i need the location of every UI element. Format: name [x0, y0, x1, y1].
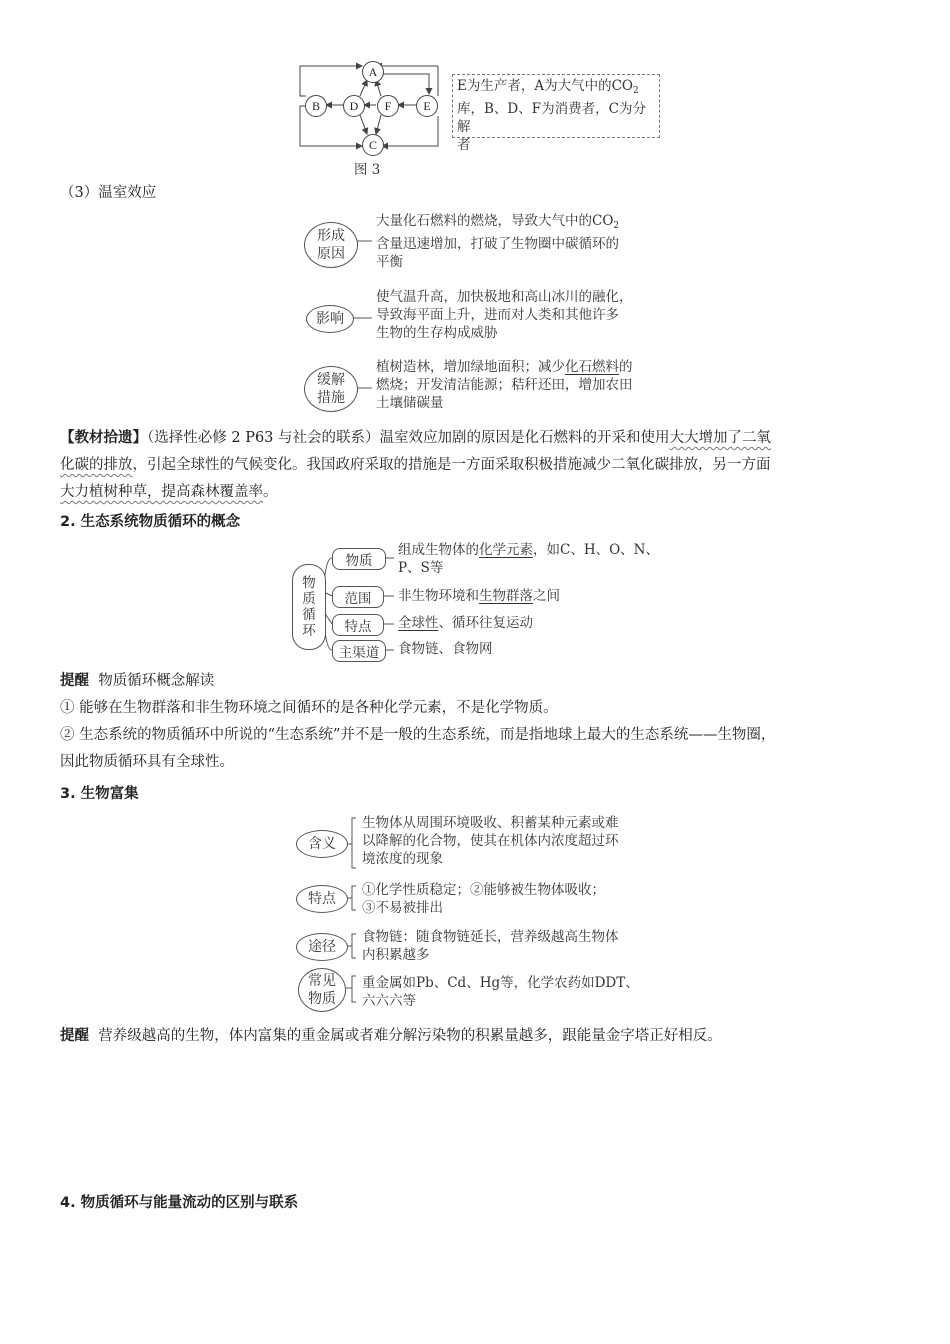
figure-3-note: E为生产者，A为大气中的$CO_2$ 库，B、D、F为消费者，C为分解 者	[452, 74, 660, 138]
cycle-item-channel: 主渠道	[332, 640, 386, 662]
cause-label: 形成 原因	[304, 222, 358, 268]
measure-text: 植树造林，增加绿地面积；减少化石燃料的 燃烧；开发清洁能源；秸秆还田，增加农田 土壤储碳量	[376, 359, 633, 411]
material-cycle-diagram	[290, 540, 670, 665]
arrow-a-e	[382, 74, 429, 94]
arrow-d-c	[360, 115, 367, 134]
cycle-item-scope: 范围	[332, 586, 384, 608]
section-3-tip: 提醒 营养级越高的生物，体内富集的重金属或者难分解污染物的积累量越多，跟能量金字塔正好相反。	[60, 1028, 722, 1044]
section-2-heading: 2. 生态系统物质循环的概念	[60, 514, 241, 530]
material-cycle-center: 物 质 循 环	[292, 564, 326, 650]
feature-text: ①化学性质稳定；②能够被生物体吸收； ③不易被排出	[362, 882, 605, 916]
meaning-label: 含义	[296, 830, 348, 858]
node-b: B	[305, 95, 327, 117]
route-text: 食物链：随食物链延长，营养级越高生物体 内积累越多	[362, 929, 619, 963]
node-a: A	[362, 61, 384, 83]
bioaccumulation-diagram	[294, 810, 664, 1020]
cause-text: 大量化石燃料的燃烧，导致大气中的$CO_2$ 含量迅速增加，打破了生物圈中碳循环的 平衡	[376, 213, 620, 270]
cycle-item-feature: 特点	[332, 614, 384, 636]
arrow-e-c	[382, 116, 438, 146]
cycle-text-material: 组成生物体的化学元素，如C、H、O、N、 P、S等	[398, 542, 659, 576]
section-4-heading: 4. 物质循环与能量流动的区别与联系	[60, 1195, 299, 1211]
node-c: C	[362, 134, 384, 156]
common-label: 常见 物质	[298, 968, 346, 1012]
impact-label: 影响	[306, 305, 354, 333]
common-text: 重金属如Pb、Cd、Hg等，化学农药如DDT、 六六六等	[362, 975, 639, 1009]
node-d: D	[343, 95, 365, 117]
node-e: E	[416, 95, 438, 117]
node-f: F	[377, 95, 399, 117]
arrow-b-a	[300, 66, 362, 96]
cycle-text-scope: 非生物环境和生物群落之间	[398, 588, 560, 604]
section-3-heading: 3. 生物富集	[60, 786, 139, 802]
figure-3	[296, 60, 666, 185]
arrow-f-a	[376, 80, 381, 96]
feature-label: 特点	[296, 885, 348, 913]
cycle-text-feature: 全球性、循环往复运动	[398, 615, 533, 631]
meaning-text: 生物体从周围环境吸收、积蓄某种元素或难 以降解的化合物，使其在机体内浓度超过环 境浓度的现象	[362, 815, 619, 867]
greenhouse-heading: （3）温室效应	[60, 185, 157, 201]
arrow-d-a	[360, 80, 367, 96]
arrow-f-c	[376, 115, 381, 134]
cycle-item-material: 物质	[332, 548, 386, 570]
measure-label: 缓解 措施	[304, 366, 358, 412]
cycle-text-channel: 食物链、食物网	[398, 641, 493, 657]
textbook-note: 【教材拾遗】（选择性必修 2 P63 与社会的联系）温室效应加剧的原因是化石燃料的开采和使用大大增加了二氧 化碳的排放，引起全球性的气候变化。我国政府采取的措施是一方面采取积极措施减少二氧化碳排放，另一方面 大力植树种草，提高森林覆盖率。	[60, 430, 772, 500]
section-2-tip: 提醒 物质循环概念解读 ① 能够在生物群落和非生物环境之间循环的是各种化学元素，不是化学物质。 ② 生态系统的物质循环中所说的“生态系统”并不是一般的生态系统，而是指地球上最大的生态系统——生物圈， 因此物质循环具有全球性。	[60, 673, 776, 770]
impact-text: 使气温升高，加快极地和高山冰川的融化， 导致海平面上升，进而对人类和其他许多 生物的生存构成威胁	[376, 289, 633, 341]
figure-3-caption: 图 3	[354, 162, 381, 178]
greenhouse-diagram	[302, 208, 662, 423]
route-label: 途径	[296, 933, 348, 961]
